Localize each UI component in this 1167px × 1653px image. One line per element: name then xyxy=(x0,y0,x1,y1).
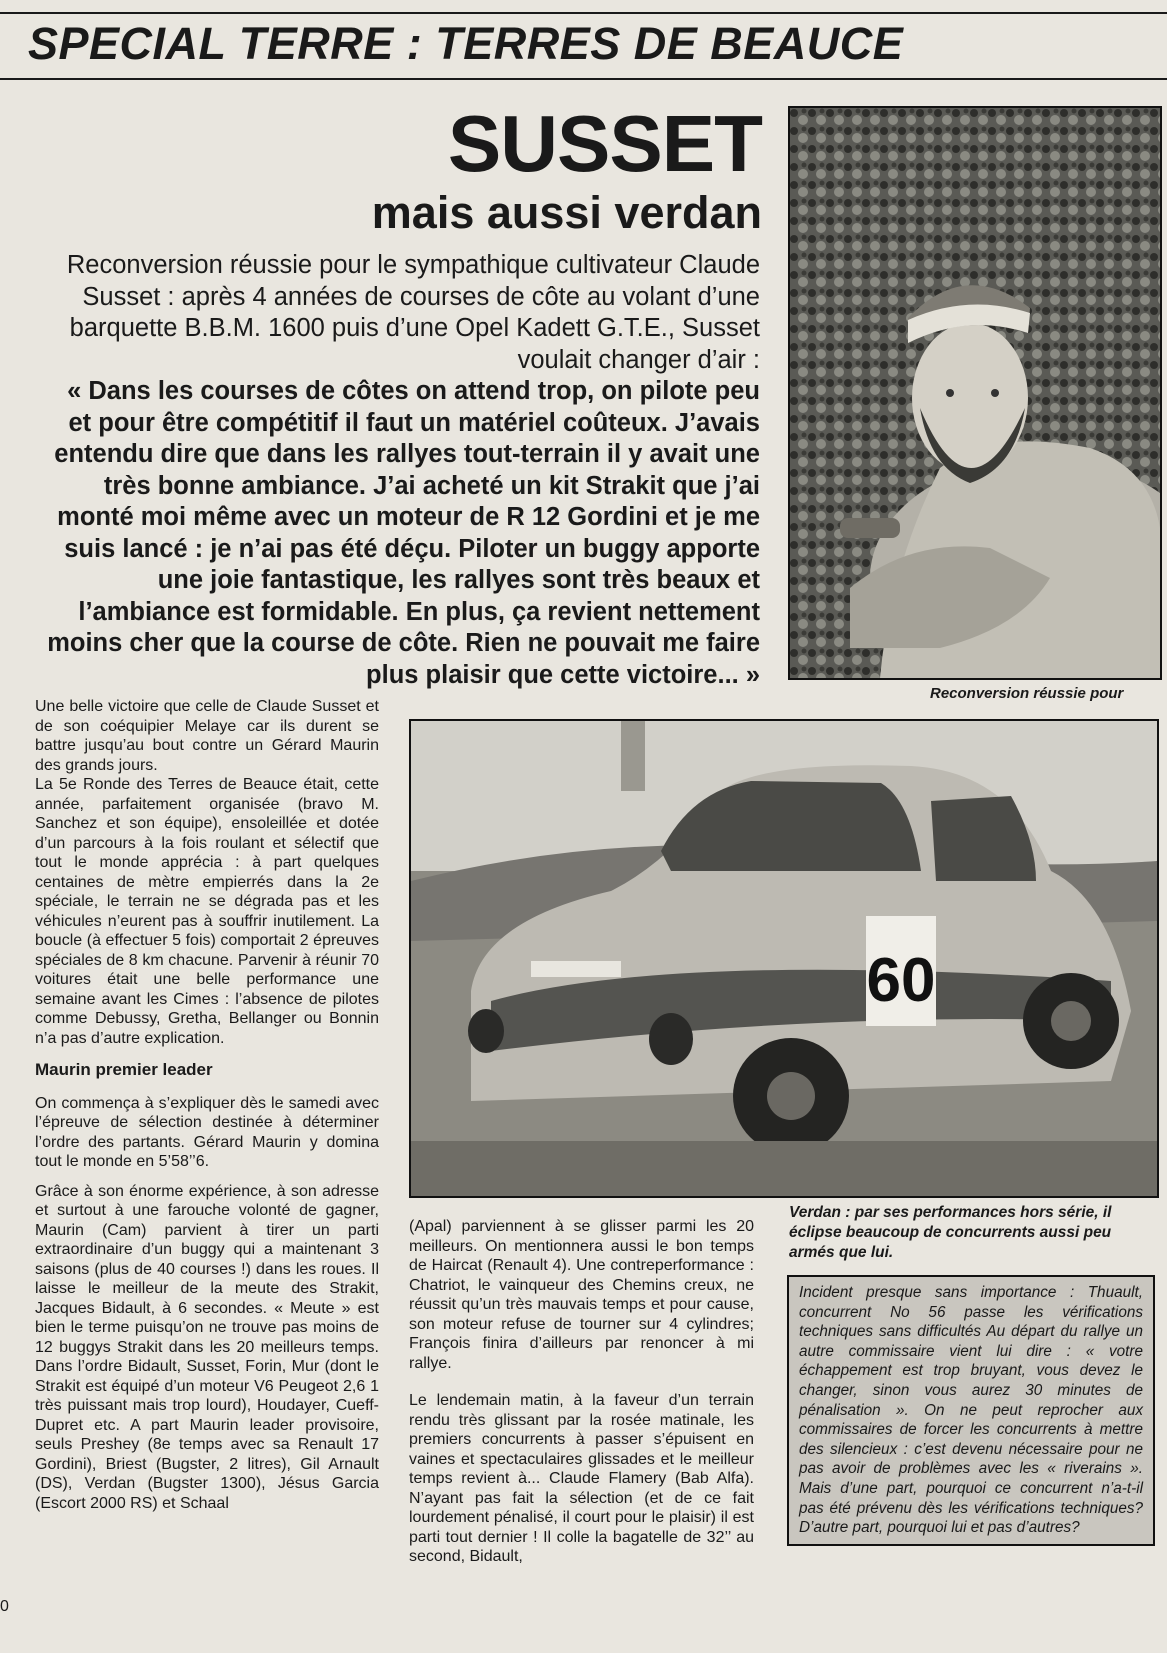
article-column-1 xyxy=(35,697,379,1523)
intro-lead: Reconversion réussie pour le sympathique cultivateur Claude Susset : après 4 années de courses de côte au volant d’une barquette B.B.M. 1600 puis d’une Opel Kadett G.T.E., Susset voulait changer d’air : xyxy=(66,251,760,374)
col1-subhead: Maurin premier leader xyxy=(35,1060,213,1079)
top-rule xyxy=(0,12,1167,14)
section-banner: SPECIAL TERRE : TERRES DE BEAUCE xyxy=(28,18,904,69)
intro-block xyxy=(38,250,760,691)
article-column-2 xyxy=(409,1217,754,1577)
car-photo xyxy=(409,719,1159,1198)
page-number: 0 xyxy=(0,1598,9,1615)
col1-paragraph-3: On commença à s’expliquer dès le samedi avec l’épreuve de sélection destinée à déterminer l’ordre des partants. Gérard Maurin y domina tout le monde en 5’58’’6. xyxy=(35,1094,379,1170)
banner-rule xyxy=(0,78,1167,80)
intro-quote: « Dans les courses de côtes on attend trop, on pilote peu et pour être compétitif il faut un matériel coûteux. J’avais entendu dire que dans les rallyes tout-terrain il y avait une très bonne ambiance. J’ai acheté un kit Strakit que j’ai monté moi même avec un moteur de R 12 Gordini et je me suis lancé : je n’ai pas été déçu. Piloter un buggy apporte une joie fantastique, les rallyes sont très beaux et l’ambiance est formidable. En plus, ça revient nettement moins cher que la course de côte. Rien ne pouvait me faire plus plaisir que cette victoire... » xyxy=(47,377,760,689)
col2-paragraph-1: (Apal) parviennent à se glisser parmi les 20 meilleurs. On mentionnera aussi le bon temps de Haircat (Renault 4). Une contreperformance : Chatriot, le vainqueur des Chemins creux, ne réussit qu’un très mauvais temps et pour cause, son moteur refuse de tourner sur 4 cylindres; François finira d’ailleurs par renoncer à mi rallye. xyxy=(409,1218,754,1372)
car-photo-caption: Verdan : par ses performances hors série, il éclipse beaucoup de concurrents aussi peu armés que lui. xyxy=(789,1204,1112,1261)
col1-paragraph-1: Une belle victoire que celle de Claude Susset et de son coéquipier Melaye car ils durent se battre jusqu’au bout contre un Gérard Maurin des grands jours. xyxy=(35,698,379,774)
portrait-caption: Reconversion réussie pour xyxy=(930,685,1124,702)
portrait-photo xyxy=(788,106,1162,680)
col2-paragraph-2: Le lendemain matin, à la faveur d’un terrain rendu très glissant par la rosée matinale, les premiers concurrents à passer s’épuisent en vaines et spectaculaires glissades et le meilleur temps revient à... Claude Flamery (Bab Alfa). N’ayant pas fait la sélection (et de ce fait lourdement pénalisé, il court pour le plaisir) il est parti tout dernier ! Il colle la bagatelle de 32’’ au second, Bidault, xyxy=(409,1392,754,1565)
col1-paragraph-4: Grâce à son énorme expérience, à son adresse et surtout à une farouche volonté de gagner, Maurin (Cam) parvient à tirer un parti extraordinaire d’un buggy qui a maintenant 3 saisons (plus de 40 courses !) dans les roues. Il laisse le meilleur de la meute des Strakit, Jacques Bidault, à 6 secondes. « Meute » est bien le terme puisqu’on ne trouve pas moins de 12 buggys Strakit dans les 20 meilleurs temps. Dans l’ordre Bidault, Susset, Forin, Mur (dont le Strakit est équipé d’un moteur V6 Peugeot 2,6 1 très puissant mais trop lourd), Houdayer, Cueff-Dupret etc. A part Maurin leader provisoire, seuls Preshey (8e temps avec sa Renault 17 Gordini), Briest (Bugster, 2 litres), Gil Arnault (DS), Verdan (Bugster 1300), Jésus Garcia (Escort 2000 RS) et Schaal xyxy=(35,1182,379,1512)
headline: SUSSET xyxy=(447,99,762,188)
subheadline: mais aussi verdan xyxy=(371,187,762,238)
col1-paragraph-2: La 5e Ronde des Terres de Beauce était, cette année, parfaitement organisée (bravo M. Sanchez et son équipe), ensoleillée et dotée d’un parcours à la fois roulant et sélectif que tout le monde apprécia : à part quelques centaines de mètre empierrés dans la 2e spéciale, le terrain ne se dégrada pas et les véhicules n’eurent pas à souffrir inutilement. La boucle (à effectuer 5 fois) comportait 2 épreuves spéciales de 8 km chacune. Parvenir à réunir 70 voitures était une belle performance une semaine avant les Cimes : l’absence de pilotes comme Debussy, Gretha, Bellanger ou Bonnin n’a pas d’autre explication. xyxy=(35,776,379,1047)
sidebar-box: Incident presque sans importance : Thuault, concurrent No 56 passe les vérifications techniques sans difficultés Au départ du rallye un autre commissaire vient lui dire : « votre échappement est trop bruyant, vous devez le changer, sinon vous aurez 30 minutes de pénalisation ». On ne peut reprocher aux commissaires de forcer les concurrents à mettre des silencieux : c’est devenu nécessaire pour ne pas avoir de problèmes avec les « riverains ». Mais d’une part, pourquoi ce concurrent n’a-t-il pas été prévenu dès les vérifications techniques? D’autre part, pourquoi lui et pas d’autres? xyxy=(787,1275,1155,1546)
car-number: 60 xyxy=(866,946,936,1015)
